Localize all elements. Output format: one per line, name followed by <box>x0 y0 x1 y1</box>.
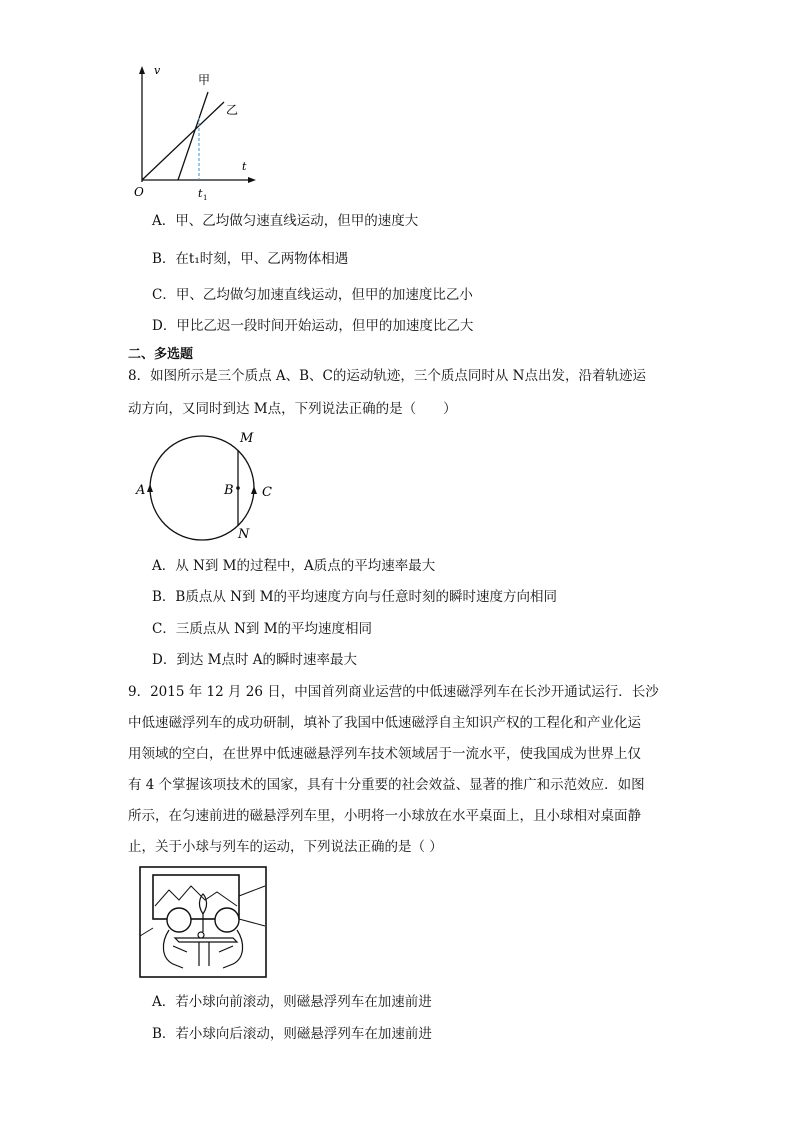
origin-label: O <box>134 185 144 199</box>
point-b <box>236 486 240 490</box>
label-n: N <box>238 527 250 542</box>
jia-label: 甲 <box>198 73 211 87</box>
person-right-head <box>215 908 239 932</box>
line-jia <box>178 92 208 180</box>
person-left-head <box>167 908 191 932</box>
arrow-a <box>147 484 153 492</box>
q7-option-a: A．甲、乙均做匀速直线运动，但甲的速度大 <box>152 213 419 229</box>
q9-line-3: 用领域的空白，在世界中低速磁悬浮列车技术领域居于一流水平，使我国成为世界上仅 <box>128 746 641 762</box>
t1-label: t <box>198 187 203 200</box>
q8-option-b: B．B质点从 N到 M的平均速度方向与任意时刻的瞬时速度方向相同 <box>152 589 558 605</box>
yi-label: 乙 <box>226 103 239 117</box>
t-axis-label: t <box>242 160 247 173</box>
q9-line-4: 有 4 个掌握该项技术的国家，具有十分重要的社会效益、显著的推广和示范效应．如图 <box>128 777 645 793</box>
arrow-c <box>251 486 257 494</box>
q9-line-6: 止，关于小球与列车的运动，下列说法正确的是（ ） <box>128 839 443 855</box>
v-axis-label: v <box>154 64 161 77</box>
q8-option-a: A．从 N到 M的过程中，A质点的平均速率最大 <box>152 558 436 574</box>
trajectory-diagram <box>128 426 288 546</box>
table <box>175 938 237 966</box>
q9-option-b: B．若小球向后滚动，则磁悬浮列车在加速前进 <box>152 1026 432 1042</box>
ball <box>198 932 204 938</box>
train-illustration <box>139 866 267 978</box>
q8-line-2: 动方向，又同时到达 M点，下列说法正确的是（ ） <box>128 401 457 417</box>
q9-line-5: 所示，在匀速前进的磁悬浮列车里，小明将一小球放在水平桌面上，且小球相对桌面静 <box>128 808 641 824</box>
label-c: C <box>262 485 272 500</box>
q7-option-c: C．甲、乙均做匀加速直线运动，但甲的加速度比乙小 <box>152 287 473 303</box>
section-heading: 二、多选题 <box>128 347 194 362</box>
q9-line-1: 9．2015 年 12 月 26 日，中国首列商业运营的中低速磁浮列车在长沙开通试运行．长沙 <box>128 684 659 700</box>
label-a: A <box>136 483 146 498</box>
t-axis-arrow <box>248 177 256 183</box>
line-yi <box>142 102 224 180</box>
mountains <box>155 886 237 906</box>
plant <box>199 894 206 932</box>
q8-line-1: 8．如图所示是三个质点 A、B、C的运动轨迹，三个质点同时从 N点出发，沿着轨迹运 <box>128 368 646 384</box>
q9-option-a: A．若小球向前滚动，则磁悬浮列车在加速前进 <box>152 994 432 1010</box>
q9-line-2: 中低速磁浮列车的成功研制，填补了我国中低速磁浮自主知识产权的工程化和产业化运 <box>128 715 641 731</box>
q8-option-d: D．到达 M点时 A的瞬时速率最大 <box>152 652 357 668</box>
label-b: B <box>224 483 234 498</box>
q7-option-d: D．甲比乙迟一段时间开始运动，但甲的加速度比乙大 <box>152 318 474 334</box>
t1-subscript: 1 <box>203 194 208 202</box>
v-axis-arrow <box>139 66 145 74</box>
q7-option-b: B．在t₁时刻，甲、乙两物体相遇 <box>152 251 349 267</box>
vt-graph <box>128 62 268 204</box>
q8-option-c: C．三质点从 N到 M的平均速度相同 <box>152 621 373 637</box>
label-m: M <box>240 431 254 446</box>
